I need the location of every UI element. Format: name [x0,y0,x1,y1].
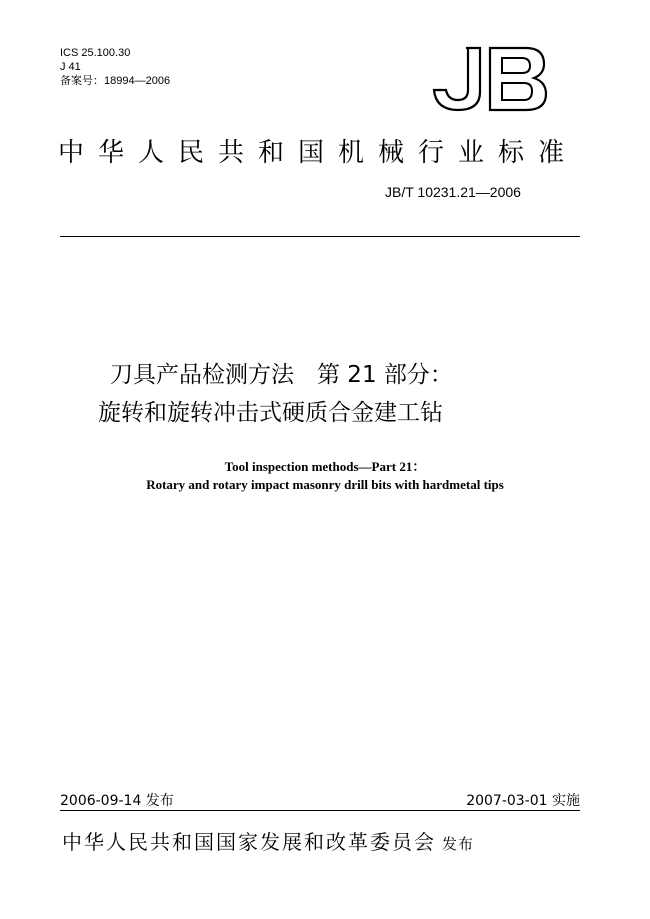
ccs-code: J 41 [60,61,81,73]
publisher [62,826,474,855]
standard-number: JB/T 10231.21—2006 [385,184,521,200]
document-title-cn-line2: 旋转和旋转冲击式硬质合金建工钻 [98,400,443,426]
jb-logo [428,44,550,114]
divider-bottom [60,810,580,811]
issue-date: 2006-09-14 发布 [60,793,174,809]
document-title-cn-line1: 刀具产品检测方法 第 21 部分： [110,362,453,388]
implementation-date: 2007-03-01 实施 [466,793,580,809]
document-title-en-line1: Tool inspection methods—Part 21： [224,459,426,474]
ics-code: ICS 25.100.30 [60,47,131,59]
divider-top [60,236,580,237]
standard-category-title: 中华人民共和国机械行业标准 [58,138,579,168]
publisher-action: 发布 [442,835,475,853]
document-title-en-line2: Rotary and rotary impact masonry drill bits with hardmetal tips [146,477,504,492]
publisher-name: 中华人民共和国国家发展和改革委员会 [62,830,436,854]
record-number: 备案号：18994—2006 [60,75,171,87]
